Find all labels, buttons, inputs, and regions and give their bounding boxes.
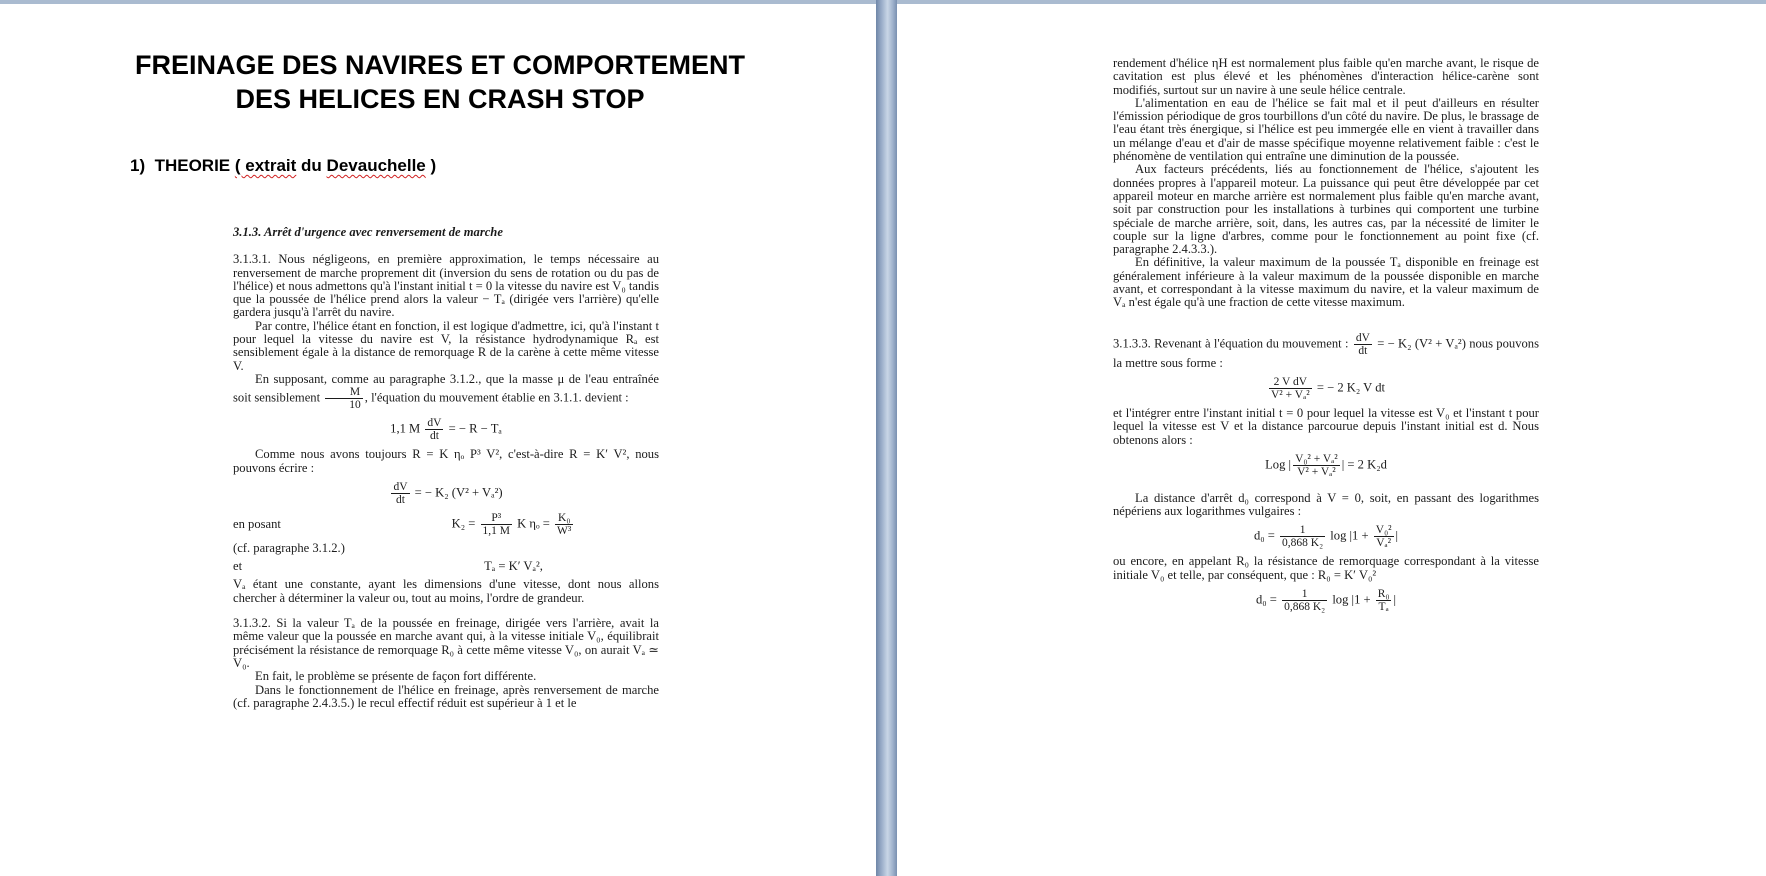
section-number: 1) bbox=[130, 156, 146, 175]
section-label-close: ) bbox=[430, 156, 437, 175]
equation-label: et bbox=[233, 559, 243, 574]
equation-label: en posant bbox=[233, 516, 281, 531]
numerator: 1 bbox=[1280, 524, 1325, 537]
fraction bbox=[481, 512, 512, 537]
fraction bbox=[1376, 588, 1392, 613]
denominator: V² + Vₐ² bbox=[1270, 388, 1310, 401]
paragraph: Par contre, l'hélice étant en fonction, il est logique d'admettre, ici, qu'à l'instant t pour lequel la vitesse du navire est V, la résistance hydrodynamique Rₐ est sensiblement égale à la distance de remorquage R de la carène à cette même vitesse V. bbox=[233, 318, 659, 373]
section-label-extrait: ( extrait bbox=[234, 156, 297, 175]
paragraph bbox=[233, 373, 659, 411]
eq-part: 1 + bbox=[1352, 528, 1369, 543]
denominator: 10 bbox=[349, 399, 361, 412]
equation bbox=[233, 481, 659, 506]
equation bbox=[233, 417, 659, 442]
numerator: V₀² bbox=[1375, 524, 1392, 537]
section-label-du: du bbox=[301, 156, 322, 175]
eq-part: = − K₂ (V² + Vₐ²) bbox=[414, 485, 503, 500]
eq-part: log bbox=[1330, 528, 1347, 543]
numerator: dV bbox=[393, 480, 408, 493]
fraction bbox=[325, 386, 363, 411]
eq-part: K ηₒ = bbox=[517, 516, 550, 531]
scanned-excerpt-right bbox=[1113, 57, 1539, 619]
title-line-2: DES HELICES EN CRASH STOP bbox=[235, 84, 645, 114]
fraction bbox=[425, 417, 443, 442]
denominator: V² + Vₐ² bbox=[1297, 465, 1336, 478]
fraction bbox=[391, 481, 409, 506]
fraction bbox=[1282, 588, 1327, 613]
title-line-1: FREINAGE DES NAVIRES ET COMPORTEMENT bbox=[134, 50, 746, 80]
equation: d₀ = $\frac{1}{\text{0,868 K₂}}$ log |1 + $\frac{\text{R₀}}{\text{Tₐ}}$ | bbox=[1255, 588, 1397, 614]
paragraph: ou encore, en appelant R₀ la résistance de remorquage correspondant à la vitesse initiale V₀ et telle, par conséquent, que : R₀ = K′ V₀² bbox=[1113, 554, 1539, 582]
fraction bbox=[1354, 332, 1372, 357]
document-page-left bbox=[0, 4, 876, 876]
equation: Tₐ = K′ Vₐ², bbox=[484, 559, 543, 574]
fraction bbox=[1374, 524, 1394, 549]
paragraph: Dans le fonctionnement de l'hélice en freinage, après renversement de marche (cf. paragraphe 2.4.3.5.) le recul effectif réduit est supérieur à 1 et le bbox=[233, 682, 659, 710]
text-run: En supposant, comme au paragraphe 3.1.2., que la masse μ de l'eau entraînée soit sensiblement bbox=[233, 371, 659, 405]
eq-part: Log bbox=[1265, 457, 1286, 472]
denominator: dt bbox=[395, 493, 405, 506]
numerator: V₀² + Vₐ² bbox=[1295, 452, 1338, 465]
numerator: 1 bbox=[1282, 588, 1327, 601]
numerator: M bbox=[325, 386, 363, 399]
paragraph: (cf. paragraphe 3.1.2.) bbox=[233, 540, 345, 555]
denominator: 0,868 K₂ bbox=[1284, 601, 1326, 614]
denominator: dt bbox=[429, 430, 439, 443]
equation-row bbox=[233, 560, 659, 573]
paragraph: rendement d'hélice ηH est normalement plus faible qu'en marche avant, le risque de cavitation est plus élevé et les phénomènes d'interaction hélice-carène sont modifiés, surtout sur un navire à une seule hélice centrale. bbox=[1113, 56, 1539, 97]
paragraph: La distance d'arrêt d₀ correspond à V = 0, soit, en passant des logarithmes népériens aux logarithmes vulgaires : bbox=[1113, 490, 1539, 519]
subsection-heading: 3.1.3. Arrêt d'urgence avec renversement de marche bbox=[233, 225, 503, 239]
paragraph: 3.1.3.1. Nous négligeons, en première approximation, le temps nécessaire au renversement de marche proprement dit (inversion du sens de rotation ou du pas de l'hélice) et nous admettons qu'à l'instant initial t = 0 la vitesse du navire est V₀ tandis que la poussée de l'hélice prend alors la valeur − Tₐ (dirigée vers l'arrière) qu'elle gardera jusqu'à l'arrêt du navire. bbox=[233, 252, 659, 320]
paragraph: En définitive, la valeur maximum de la poussée Tₐ disponible en freinage est généralement inférieure à la valeur maximum de la poussée disponible en marche avant, et correspondant à la vitesse maximum du navire, et la valeur maximum de Vₐ n'est égale qu'à une fraction de cette vitesse maximum. bbox=[1113, 255, 1539, 310]
numerator: dV bbox=[427, 417, 442, 430]
equation bbox=[368, 512, 659, 537]
numerator: K₀ bbox=[555, 512, 573, 525]
denominator: W³ bbox=[557, 524, 572, 537]
numerator: P³ bbox=[481, 512, 512, 525]
text-run: , l'équation du mouvement établie en 3.1.1. devient : bbox=[364, 390, 629, 405]
denominator: dt bbox=[1358, 344, 1368, 357]
paragraph: Comme nous avons toujours R = K ηₒ P³ V², c'est-à-dire R = K′ V², nous pouvons écrire : bbox=[233, 447, 659, 475]
eq-part: log bbox=[1332, 592, 1349, 607]
equation bbox=[1113, 376, 1539, 401]
scanned-excerpt-left bbox=[233, 226, 659, 710]
eq-part: = − R − Tₐ bbox=[448, 421, 502, 436]
equation-row bbox=[233, 512, 659, 537]
text-run: = − K₂ (V² + Vₐ²) nous pouvons la mettre sous forme : bbox=[1113, 336, 1539, 370]
denominator: 1,1 M bbox=[482, 524, 511, 537]
denominator: 0,868 K₂ bbox=[1282, 537, 1324, 550]
numerator: R₀ bbox=[1377, 588, 1390, 601]
fraction bbox=[555, 512, 573, 537]
paragraph: 3.1.3.2. Si la valeur Tₐ de la poussée en freinage, dirigée vers l'arrière, avait la même valeur que la poussée en marche avant qui, à la vitesse initiale V₀, équilibrait précisément la résistance de remorquage R₀ à cette même vitesse V₀, on aurait Vₐ ≃ V₀. bbox=[233, 616, 659, 670]
paragraph: Aux facteurs précédents, liés au fonctionnement de l'hélice, s'ajoutent les données propres à l'appareil moteur. La puissance qui peut être développée par cet appareil moteur en marche arrière est normalement plus faible qu'en marche avant, soit par construction pour les installations à turbines qui comportent une turbine spéciale de marche arrière, soit, dans, les autres cas, par la nécessité de limiter le couple sur la ligne d'arbres, comme pour le fonctionnement au point fixe (cf. paragraphe 2.4.3.3.). bbox=[1113, 162, 1539, 257]
eq-part: = − 2 K₂ V dt bbox=[1316, 380, 1385, 395]
paragraph: Vₐ étant une constante, ayant les dimensions d'une vitesse, dont nous allons chercher à déterminer la valeur ou, tout au moins, l'ordre de grandeur. bbox=[233, 577, 659, 605]
eq-part: d₀ = bbox=[1255, 592, 1277, 607]
fraction bbox=[1280, 524, 1325, 549]
numerator: 2 V dV bbox=[1269, 376, 1312, 389]
paragraph bbox=[1113, 332, 1539, 370]
fraction bbox=[1269, 376, 1312, 401]
eq-part: = 2 K₂d bbox=[1347, 457, 1387, 472]
paragraph: En fait, le problème se présente de façon fort différente. bbox=[255, 669, 537, 684]
page-gutter bbox=[876, 0, 897, 876]
document-title bbox=[90, 48, 790, 116]
section-heading bbox=[130, 156, 436, 176]
denominator: Vₐ² bbox=[1376, 537, 1392, 550]
section-label-theorie: THEORIE bbox=[154, 156, 231, 175]
denominator: Tₐ bbox=[1378, 601, 1389, 614]
fraction bbox=[1293, 453, 1340, 478]
paragraph: L'alimentation en eau de l'hélice se fait mal et il peut d'ailleurs en résulter l'émission périodique de gros tourbillons d'un côté du navire. De plus, le brassage de l'eau étant très énergique, si l'hélice est peu immergée elle en vient à travailler dans un mélange d'eau et d'air de masse spécifique moyenne relativement faible : c'est le phénomène de ventilation qui entraîne une diminution de la poussée. bbox=[1113, 95, 1539, 164]
equation: Log | $\frac{\text{V₀² + Vₐ²}}{\text{V² + Vₐ²}}$ | = 2 K₂d bbox=[1265, 452, 1387, 478]
numerator: dV bbox=[1355, 331, 1370, 344]
text-run: 3.1.3.3. Revenant à l'équation du mouvement : bbox=[1113, 336, 1349, 351]
eq-part: K₂ = bbox=[451, 516, 476, 531]
eq-part: 1 + bbox=[1354, 592, 1371, 607]
section-label-devauchelle: Devauchelle bbox=[326, 156, 426, 175]
document-page-right bbox=[897, 4, 1766, 876]
equation: d₀ = $\frac{1}{\text{0,868 K₂}}$ log |1 + $\frac{\text{V₀²}}{\text{Vₐ²}}$ | bbox=[1253, 524, 1399, 550]
eq-part: d₀ = bbox=[1253, 528, 1275, 543]
eq-part: 1,1 M bbox=[390, 421, 421, 436]
paragraph: et l'intégrer entre l'instant initial t = 0 pour lequel la vitesse est V₀ et l'instant t pour lequel la vitesse est V et la distance parcourue depuis l'instant initial est d. Nous obtenons alors : bbox=[1113, 405, 1539, 447]
